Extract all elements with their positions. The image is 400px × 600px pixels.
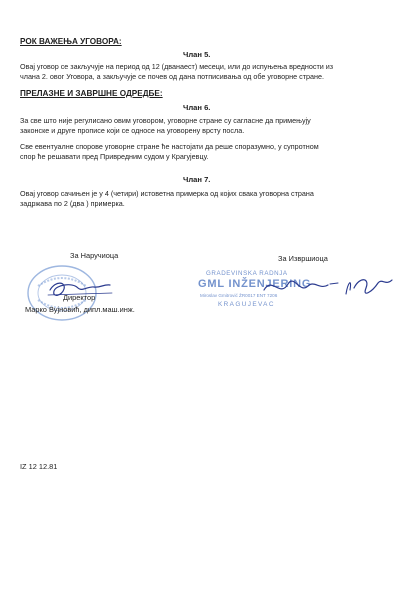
clan-7-line-2: задржава по 2 (два ) примерка. — [20, 199, 125, 208]
heading-prelazne-odredbe: ПРЕЛАЗНЕ И ЗАВРШНЕ ОДРЕДБЕ: — [20, 89, 163, 98]
document-code: IZ 12 12.81 — [20, 462, 58, 471]
clan-6-p1-line-2: законске и друге прописе који се односе на уговорену врсту посла. — [20, 126, 245, 135]
za-izvrshioca-label: За Извршиоца — [278, 254, 328, 263]
heading-rok-vazenja: РОК ВАЖЕЊА УГОВОРА: — [20, 37, 122, 46]
stamp-line-3: Miroslav Gmitrović ŽR0017 ENT 7206 — [200, 293, 278, 298]
direktor-title: Директор — [63, 293, 96, 302]
stamp-line-4: KRAGUJEVAC — [218, 301, 275, 308]
stamp-line-2: GML INŽENJERING — [198, 278, 312, 290]
clan-5-line-1: Овај уговор се закључује на период од 12 (дванаест) месеци, или до испуњења вредности из — [20, 62, 334, 71]
director-name: Марко Вујновић, дипл.маш.инж. — [25, 305, 135, 314]
clan-6-p1-line-1: За све што није регулисано овим уговором, уговорне стране су сагласне да примењују — [20, 116, 311, 125]
clan-7-line-1: Овај уговор сачињен је у 4 (четири) истоветна примерка од којих свака уговорна страна — [20, 189, 314, 198]
clan-6-title: Члан 6. — [183, 103, 211, 112]
clan-5-title: Члан 5. — [183, 50, 211, 59]
za-naruchioca-label: За Наручиоца — [70, 251, 119, 260]
clan-5-line-2: члана 2. овог Уговора, а закључује се почев од дана потписивања од обе уговорне стране. — [20, 72, 324, 81]
stamp-line-1: GRADEVINSKA RADNJA — [206, 270, 288, 277]
contractor-signature — [258, 268, 396, 308]
clan-6-p2-line-2: спор ће решавати пред Привредним судом у Крагујевцу. — [20, 152, 209, 161]
clan-6-p2-line-1: Све евентуалне спорове уговорне стране ће настојати да реше споразумно, у супротном — [20, 142, 319, 151]
clan-7-title: Члан 7. — [183, 175, 211, 184]
